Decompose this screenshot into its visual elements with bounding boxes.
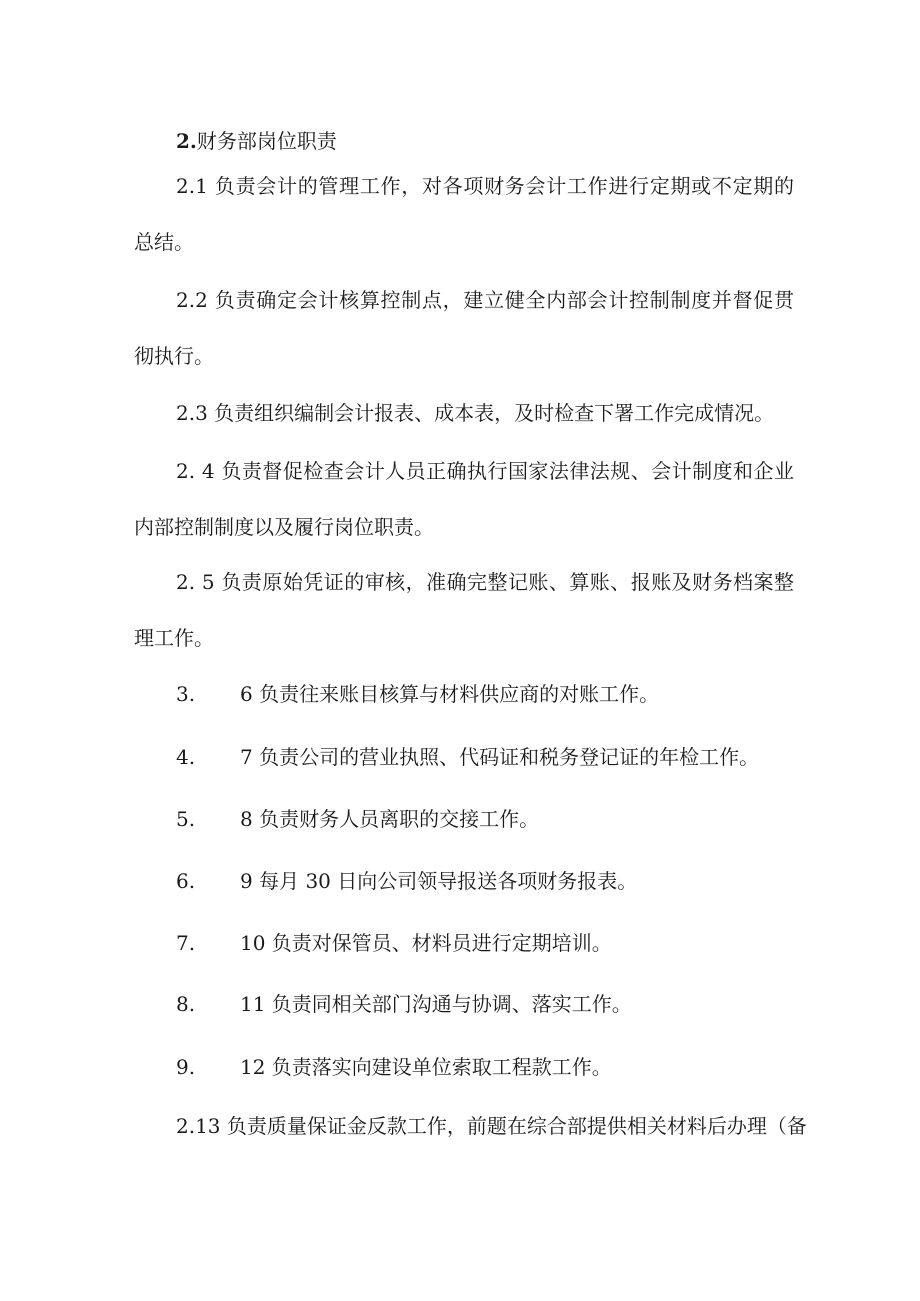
paragraph-2-4: 2. 4 负责督促检查会计人员正确执行国家法律法规、会计制度和企业内部控制制度以及履行岗位职责。 [134, 459, 794, 539]
list-item-5 [176, 805, 539, 833]
list-item-number: 3. [176, 682, 196, 706]
list-item-text: 6 负责往来账目核算与材料供应商的对账工作。 [240, 682, 660, 706]
paragraph-2-5: 2. 5 负责原始凭证的审核，准确完整记账、算账、报账及财务档案整理工作。 [134, 570, 794, 650]
list-item-text: 10 负责对保管员、材料员进行定期培训。 [240, 931, 612, 955]
list-item-text: 11 负责同相关部门沟通与协调、落实工作。 [240, 992, 632, 1016]
list-item-text: 12 负责落实向建设单位索取工程款工作。 [240, 1055, 612, 1079]
list-item-text: 9 每月 30 日向公司领导报送各项财务报表。 [240, 869, 638, 893]
list-item-number: 9. [176, 1055, 196, 1079]
list-item-text: 7 负责公司的营业执照、代码证和税务登记证的年检工作。 [240, 745, 760, 769]
list-item-6 [176, 867, 637, 895]
list-item-8 [176, 990, 632, 1018]
list-item-4 [176, 743, 759, 771]
paragraph-2-3: 2.3 负责组织编制会计报表、成本表，及时检查下署工作完成情况。 [176, 401, 775, 425]
list-item-number: 8. [176, 992, 196, 1016]
list-item-9 [176, 1053, 612, 1081]
list-item-number: 5. [176, 807, 196, 831]
list-item-3 [176, 680, 659, 708]
paragraph-2-1: 2.1 负责会计的管理工作，对各项财务会计工作进行定期或不定期的总结。 [134, 174, 794, 254]
paragraph-2-2: 2.2 负责确定会计核算控制点，建立健全内部会计控制制度并督促贯彻执行。 [134, 288, 794, 368]
section-title: 财务部岗位职责 [196, 129, 337, 153]
paragraph-2-13: 2.13 负责质量保证金反款工作，前题在综合部提供相关材料后办理（备 [176, 1114, 807, 1138]
list-item-number: 7. [176, 931, 196, 955]
list-item-number: 6. [176, 869, 196, 893]
list-item-7 [176, 929, 612, 957]
list-item-text: 8 负责财务人员离职的交接工作。 [240, 807, 540, 831]
section-heading [176, 127, 337, 155]
list-item-number: 4. [176, 745, 196, 769]
section-number: 2. [176, 129, 197, 153]
